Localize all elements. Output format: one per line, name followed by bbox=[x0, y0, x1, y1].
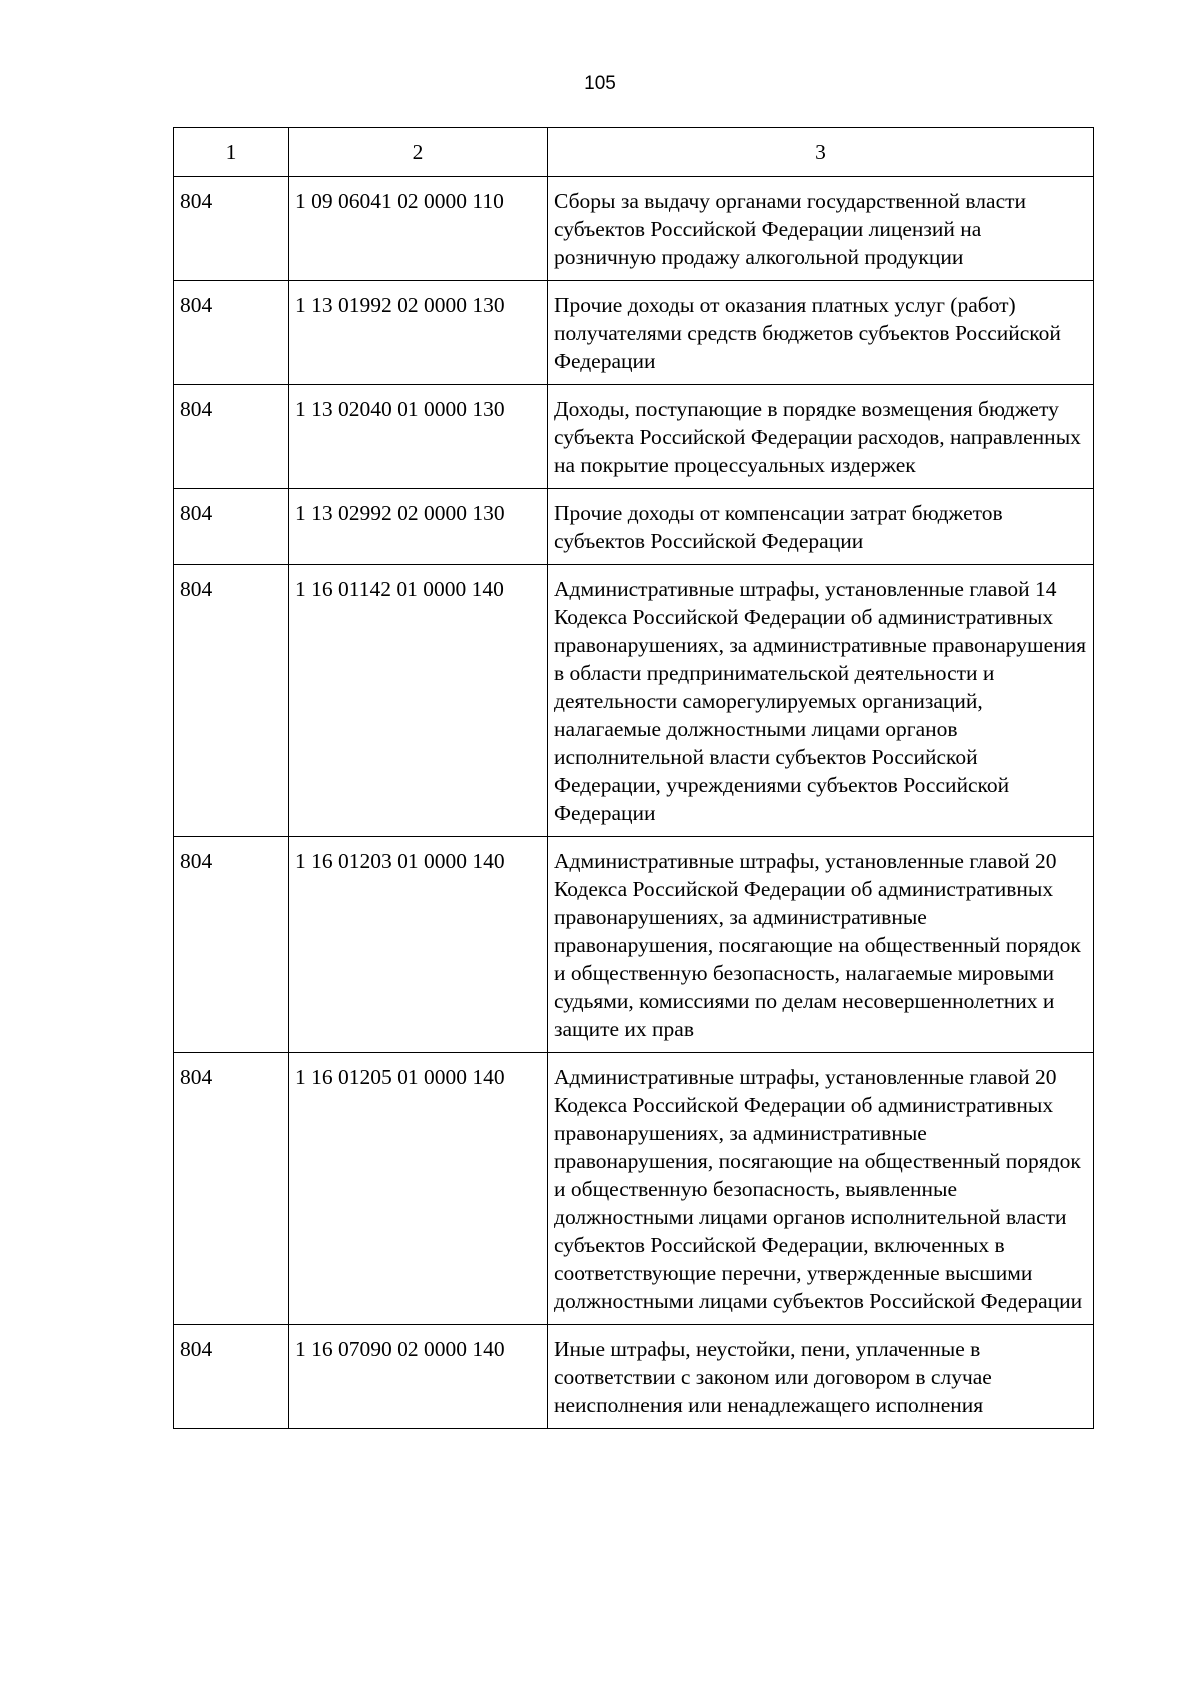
admin-code-cell: 804 bbox=[174, 565, 289, 837]
table-row bbox=[174, 1053, 1094, 1325]
admin-code-cell: 804 bbox=[174, 1325, 289, 1429]
budget-code-cell: 1 09 06041 02 0000 110 bbox=[289, 177, 548, 281]
table-header-row bbox=[174, 128, 1094, 177]
page-number: 105 bbox=[584, 73, 616, 94]
admin-code-cell: 804 bbox=[174, 1053, 289, 1325]
revenue-name-cell: Иные штрафы, неустойки, пени, уплаченные в соответствии с законом или договором в случае неисполнения или ненадлежащего исполнения bbox=[548, 1325, 1094, 1429]
budget-code-cell: 1 13 01992 02 0000 130 bbox=[289, 281, 548, 385]
table-row bbox=[174, 385, 1094, 489]
revenue-name-cell: Сборы за выдачу органами государственной власти субъектов Российской Федерации лицензий на розничную продажу алкогольной продукции bbox=[548, 177, 1094, 281]
revenue-name-cell: Административные штрафы, установленные главой 14 Кодекса Российской Федерации об административных правонарушениях, за административные правонарушения в области предпринимательской деятельности и деятельности саморегулируемых организаций, налагаемые должностными лицами органов исполнительной власти субъектов Российской Федерации, учреждениями субъектов Российской Федерации bbox=[548, 565, 1094, 837]
revenue-name-cell: Доходы, поступающие в порядке возмещения бюджету субъекта Российской Федерации расходов, направленных на покрытие процессуальных издержек bbox=[548, 385, 1094, 489]
revenue-codes-table bbox=[173, 127, 1094, 1429]
budget-code-cell: 1 13 02040 01 0000 130 bbox=[289, 385, 548, 489]
table-row bbox=[174, 489, 1094, 565]
admin-code-cell: 804 bbox=[174, 177, 289, 281]
revenue-name-cell: Административные штрафы, установленные главой 20 Кодекса Российской Федерации об административных правонарушениях, за административные правонарушения, посягающие на общественный порядок и общественную безопасность, выявленные должностными лицами органов исполнительной власти субъектов Российской Федерации, включенных в соответствующие перечни, утвержденные высшими должностными лицами субъектов Российской Федерации bbox=[548, 1053, 1094, 1325]
revenue-name-cell: Прочие доходы от компенсации затрат бюджетов субъектов Российской Федерации bbox=[548, 489, 1094, 565]
budget-code-cell: 1 13 02992 02 0000 130 bbox=[289, 489, 548, 565]
budget-code-cell: 1 16 07090 02 0000 140 bbox=[289, 1325, 548, 1429]
header-col-1: 1 bbox=[174, 128, 289, 177]
table-row bbox=[174, 1325, 1094, 1429]
table-row bbox=[174, 837, 1094, 1053]
revenue-name-cell: Административные штрафы, установленные главой 20 Кодекса Российской Федерации об административных правонарушениях, за административные правонарушения, посягающие на общественный порядок и общественную безопасность, налагаемые мировыми судьями, комиссиями по делам несовершеннолетних и защите их прав bbox=[548, 837, 1094, 1053]
revenue-name-cell: Прочие доходы от оказания платных услуг (работ) получателями средств бюджетов субъектов Российской Федерации bbox=[548, 281, 1094, 385]
budget-code-cell: 1 16 01205 01 0000 140 bbox=[289, 1053, 548, 1325]
header-col-3: 3 bbox=[548, 128, 1094, 177]
table-row bbox=[174, 281, 1094, 385]
budget-code-cell: 1 16 01203 01 0000 140 bbox=[289, 837, 548, 1053]
admin-code-cell: 804 bbox=[174, 837, 289, 1053]
header-col-2: 2 bbox=[289, 128, 548, 177]
table-row bbox=[174, 177, 1094, 281]
budget-code-cell: 1 16 01142 01 0000 140 bbox=[289, 565, 548, 837]
admin-code-cell: 804 bbox=[174, 281, 289, 385]
table-row bbox=[174, 565, 1094, 837]
admin-code-cell: 804 bbox=[174, 385, 289, 489]
admin-code-cell: 804 bbox=[174, 489, 289, 565]
